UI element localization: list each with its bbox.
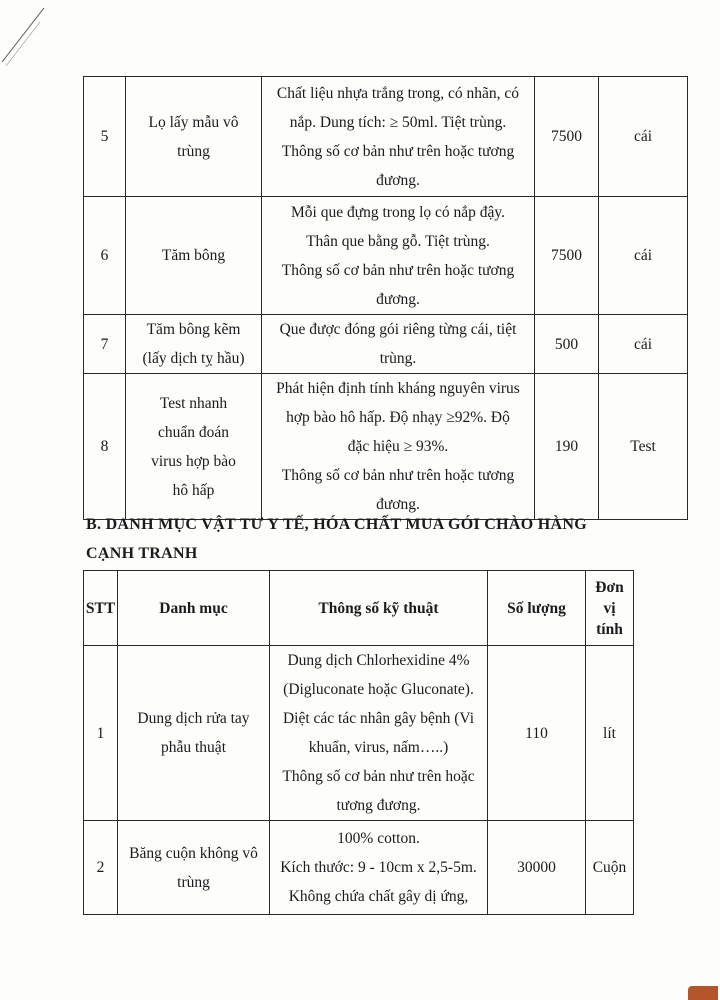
cell-name-line: chuẩn đoán (157, 423, 229, 441)
cell-name (126, 77, 262, 197)
cell-name-line: Tăm bông (161, 247, 226, 264)
table-row (84, 821, 634, 915)
cell-name-line: virus hợp bào (151, 452, 236, 470)
table-row (84, 315, 688, 374)
cell-qty: 190 (535, 374, 599, 520)
cell-spec-line: nắp. Dung tích: ≥ 50ml. Tiệt trùng. (289, 113, 507, 131)
cell-spec-line: trùng. (379, 350, 417, 367)
supplies-table-continued (83, 76, 688, 520)
cell-spec (270, 821, 488, 915)
cell-spec-line: Mỗi que đựng trong lọ có nắp đậy. (290, 203, 506, 221)
cell-unit: Cuộn (586, 821, 634, 915)
cell-qty: 7500 (535, 77, 599, 197)
cell-spec-line: đặc hiệu ≥ 93%. (347, 438, 449, 455)
cell-spec-line: Dung dịch Chlorhexidine 4% (287, 652, 470, 669)
cell-unit: cái (599, 315, 688, 374)
cell-spec-line: tương đương. (336, 797, 421, 814)
cell-name-line: trùng (177, 142, 210, 160)
cell-name-line: Tăm bông kẽm (146, 321, 241, 338)
cell-spec-line: 100% cotton. (337, 830, 420, 847)
header-unit-line: Đơn (595, 578, 624, 596)
cell-spec (262, 374, 535, 520)
cell-spec-line: Que được đóng gói riêng từng cái, tiệt (279, 321, 517, 338)
corner-scan-mark (0, 0, 60, 70)
cell-spec-line: Thông số cơ bản như trên hoặc tương (281, 142, 515, 160)
table-header-row (84, 571, 634, 646)
page-edge-mark (688, 986, 718, 1000)
cell-spec-line: Thân que bằng gỗ. Tiệt trùng. (306, 232, 490, 250)
cell-spec-line: Thông số cơ bản như trên hoặc tương (281, 261, 515, 279)
section-b-heading-line2: CẠNH TRANH (86, 545, 198, 562)
cell-unit: cái (599, 77, 688, 197)
cell-name (126, 315, 262, 374)
cell-name (118, 646, 270, 821)
header-spec: Thông số kỹ thuật (270, 571, 488, 646)
cell-name (126, 197, 262, 315)
cell-name-line: Lọ lấy mẫu vô (148, 113, 239, 131)
header-unit-line: vị (603, 599, 616, 617)
table-row (84, 77, 688, 197)
header-unit (586, 571, 634, 646)
cell-name (126, 374, 262, 520)
cell-spec (262, 77, 535, 197)
cell-name-line: (lấy dịch tỵ hầu) (142, 350, 245, 367)
cell-spec-line: khuẩn, virus, nấm…..) (308, 739, 449, 756)
cell-spec-line: đương. (376, 496, 420, 513)
cell-stt: 8 (84, 374, 126, 520)
cell-spec (262, 197, 535, 315)
cell-spec-line: Chất liệu nhựa trắng trong, có nhãn, có (276, 84, 520, 102)
cell-name-line: Băng cuộn không vô (129, 844, 258, 862)
cell-name-line: hô hấp (172, 481, 215, 499)
cell-stt: 1 (84, 646, 118, 821)
cell-spec-line: Thông số cơ bản như trên hoặc tương (281, 467, 515, 484)
section-b-heading (86, 510, 666, 568)
cell-spec-line: Phát hiện định tính kháng nguyên virus (276, 380, 520, 397)
cell-spec-line: đương. (376, 290, 420, 308)
cell-spec (262, 315, 535, 374)
cell-name-line: Test nhanh (159, 394, 228, 412)
cell-spec (270, 646, 488, 821)
cell-name (118, 821, 270, 915)
cell-spec-line: hợp bào hô hấp. Độ nhạy ≥92%. Độ (286, 409, 510, 426)
cell-qty: 30000 (488, 821, 586, 915)
cell-unit: cái (599, 197, 688, 315)
cell-name-line: Dung dịch rửa tay (137, 710, 250, 727)
header-stt: STT (84, 571, 118, 646)
cell-stt: 5 (84, 77, 126, 197)
cell-spec-line: Không chứa chất gây dị ứng, (288, 888, 469, 905)
table-row (84, 374, 688, 520)
cell-unit: lít (586, 646, 634, 821)
cell-qty: 500 (535, 315, 599, 374)
cell-spec-line: Thông số cơ bản như trên hoặc (282, 768, 475, 785)
cell-qty: 110 (488, 646, 586, 821)
header-unit-line: tính (596, 620, 623, 638)
table-row (84, 197, 688, 315)
header-qty: Số lượng (488, 571, 586, 646)
section-b-table (83, 570, 634, 915)
cell-qty: 7500 (535, 197, 599, 315)
cell-spec-line: đương. (376, 171, 420, 189)
cell-spec-line: Kích thước: 9 - 10cm x 2,5-5m. (280, 859, 477, 876)
section-b-heading-line1: B. DANH MỤC VẬT TƯ Y TẾ, HÓA CHẤT MUA GÓI CHÀO HÀNG (86, 516, 587, 533)
cell-spec-line: Diệt các tác nhân gây bệnh (Vi (282, 710, 474, 727)
cell-stt: 7 (84, 315, 126, 374)
cell-unit: Test (599, 374, 688, 520)
cell-name-line: phẫu thuật (161, 739, 226, 756)
table-row (84, 646, 634, 821)
cell-stt: 6 (84, 197, 126, 315)
cell-stt: 2 (84, 821, 118, 915)
cell-name-line: trùng (177, 873, 210, 891)
header-name: Danh mục (118, 571, 270, 646)
cell-spec-line: (Digluconate hoặc Gluconate). (283, 681, 474, 698)
